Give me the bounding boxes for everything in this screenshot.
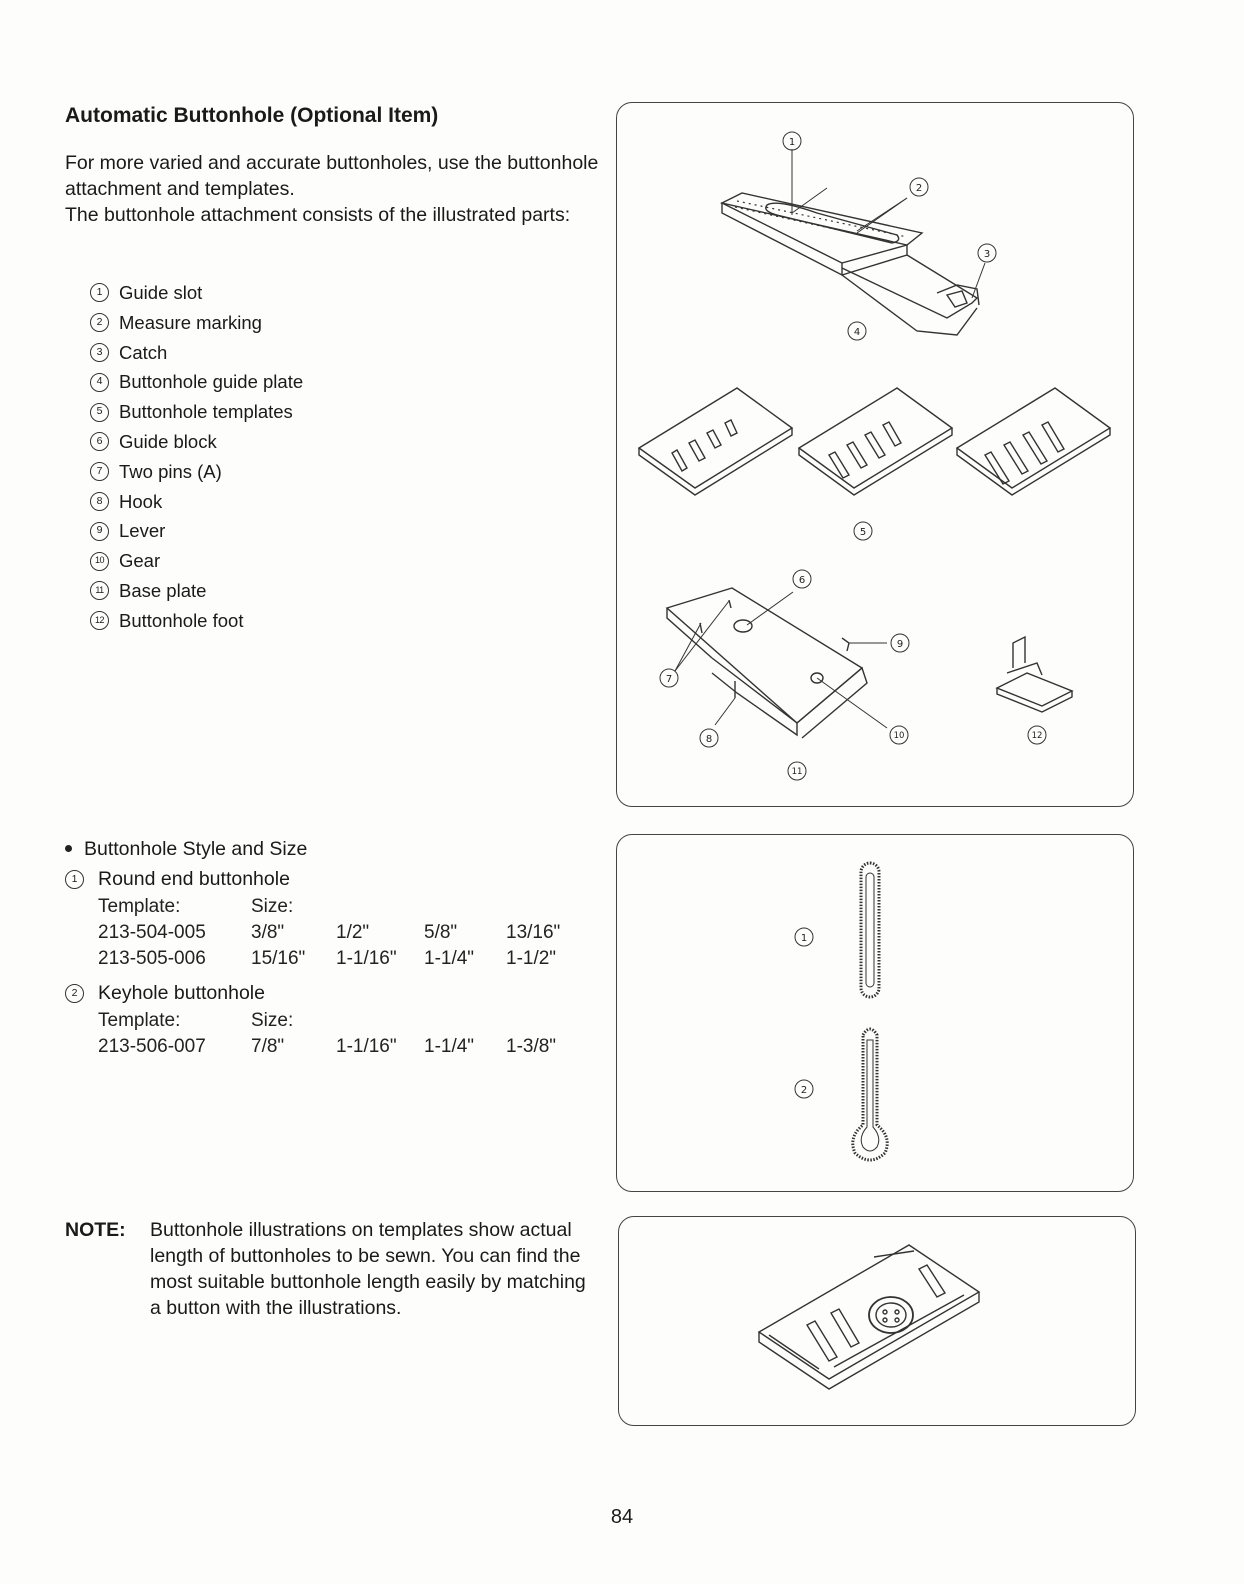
circled-number: 2 bbox=[65, 984, 84, 1003]
list-item bbox=[90, 367, 303, 397]
size-cell: 5/8" bbox=[424, 922, 458, 943]
intro-line-2: The buttonhole attachment consists of the illustrated parts: bbox=[65, 204, 571, 226]
list-item bbox=[90, 278, 303, 308]
parts-drawing bbox=[617, 103, 1133, 806]
label-12: 12 bbox=[1031, 731, 1043, 741]
circled-number: 12 bbox=[90, 611, 109, 630]
circled-number: 7 bbox=[90, 462, 109, 481]
label-4: 4 bbox=[853, 327, 861, 338]
bullet-icon bbox=[65, 845, 72, 852]
part-label: Lever bbox=[119, 520, 166, 542]
size-header: Size: bbox=[251, 896, 294, 917]
circled-number: 3 bbox=[90, 343, 109, 362]
list-item bbox=[90, 546, 303, 576]
table-row bbox=[98, 946, 576, 972]
note bbox=[65, 1217, 625, 1321]
circled-number: 10 bbox=[90, 552, 109, 571]
size-cell: 1-3/8" bbox=[506, 1036, 557, 1057]
part-label: Base plate bbox=[119, 579, 207, 601]
page-title: Automatic Buttonhole (Optional Item) bbox=[65, 104, 439, 127]
intro-text bbox=[65, 150, 605, 228]
circled-number: 5 bbox=[90, 403, 109, 422]
label-11: 11 bbox=[791, 767, 803, 777]
list-item bbox=[90, 338, 303, 368]
size-cell: 3/8" bbox=[251, 922, 285, 943]
keyhole-buttonhole-drawing bbox=[853, 1029, 887, 1160]
table-header-row bbox=[98, 1008, 576, 1034]
label-10: 10 bbox=[893, 731, 905, 741]
template-header: Template: bbox=[98, 896, 181, 917]
template-drawing-3 bbox=[957, 388, 1110, 495]
circled-number: 9 bbox=[90, 522, 109, 541]
part-label: Buttonhole foot bbox=[119, 609, 244, 631]
page-number: 84 bbox=[610, 1506, 634, 1528]
list-item bbox=[90, 308, 303, 338]
circled-number: 1 bbox=[90, 283, 109, 302]
style-size-heading bbox=[65, 834, 605, 864]
size-cell: 1-1/16" bbox=[336, 948, 397, 969]
figure-labels bbox=[795, 928, 813, 1098]
round-end-title: Round end buttonhole bbox=[98, 868, 290, 890]
size-cell: 15/16" bbox=[251, 948, 306, 969]
note-label: NOTE: bbox=[65, 1219, 126, 1241]
template-code: 213-505-006 bbox=[98, 948, 206, 969]
style-size-heading-text: Buttonhole Style and Size bbox=[84, 838, 308, 860]
circled-number: 4 bbox=[90, 373, 109, 392]
list-item bbox=[90, 606, 303, 636]
style-size-section bbox=[65, 834, 605, 1060]
list-item bbox=[90, 576, 303, 606]
size-cell: 1-1/4" bbox=[424, 1036, 475, 1057]
style-label-2: 2 bbox=[800, 1085, 808, 1096]
list-item bbox=[90, 487, 303, 517]
template-code: 213-506-007 bbox=[98, 1036, 206, 1057]
part-label: Measure marking bbox=[119, 311, 262, 333]
guide-plate-drawing bbox=[722, 188, 979, 335]
round-end-table bbox=[98, 894, 576, 972]
size-cell: 1/2" bbox=[336, 922, 370, 943]
template-header: Template: bbox=[98, 1010, 181, 1031]
leader-lines bbox=[675, 149, 985, 728]
label-3: 3 bbox=[983, 249, 991, 260]
buttonhole-foot-drawing bbox=[997, 637, 1072, 712]
label-2: 2 bbox=[915, 183, 923, 194]
part-label: Hook bbox=[119, 490, 163, 512]
template-code: 213-504-005 bbox=[98, 922, 206, 943]
table-row bbox=[98, 1034, 576, 1060]
intro-line-1: For more varied and accurate buttonholes, use the buttonhole attachment and templates. bbox=[65, 152, 599, 200]
part-label: Guide block bbox=[119, 430, 217, 452]
style-label-1: 1 bbox=[800, 933, 808, 944]
label-1: 1 bbox=[788, 137, 796, 148]
size-cell: 1-1/2" bbox=[506, 948, 557, 969]
keyhole-table bbox=[98, 1008, 576, 1060]
label-7: 7 bbox=[665, 674, 673, 685]
part-label: Guide slot bbox=[119, 282, 203, 303]
size-cell: 1-1/16" bbox=[336, 1036, 397, 1057]
size-cell: 7/8" bbox=[251, 1036, 285, 1057]
styles-drawing bbox=[617, 835, 1133, 1191]
template-drawing-2 bbox=[799, 388, 952, 495]
note-text: Buttonhole illustrations on templates show actual length of buttonholes to be sewn. You can find the most suitable buttonhole length easily by matching a button with the illustrations. bbox=[150, 1219, 586, 1319]
parts-list bbox=[90, 278, 303, 636]
circled-number: 11 bbox=[90, 581, 109, 600]
table-header-row bbox=[98, 894, 576, 920]
circled-number: 2 bbox=[90, 313, 109, 332]
list-item bbox=[90, 457, 303, 487]
list-item bbox=[90, 516, 303, 546]
part-label: Two pins (A) bbox=[119, 460, 222, 482]
label-8: 8 bbox=[705, 734, 713, 745]
label-9: 9 bbox=[896, 639, 904, 650]
keyhole-heading bbox=[65, 978, 605, 1008]
part-label: Buttonhole guide plate bbox=[119, 371, 304, 393]
circled-number: 1 bbox=[65, 870, 84, 889]
size-cell: 13/16" bbox=[506, 922, 561, 943]
label-5: 5 bbox=[859, 527, 867, 538]
round-end-buttonhole-drawing bbox=[861, 863, 879, 997]
buttonhole-styles-illustration bbox=[616, 834, 1134, 1192]
list-item bbox=[90, 427, 303, 457]
parts-illustration bbox=[616, 102, 1134, 807]
template-button-drawing bbox=[619, 1217, 1135, 1425]
table-row bbox=[98, 920, 576, 946]
size-header: Size: bbox=[251, 1010, 294, 1031]
template-with-button-illustration bbox=[618, 1216, 1136, 1426]
size-cell: 1-1/4" bbox=[424, 948, 475, 969]
keyhole-title: Keyhole buttonhole bbox=[98, 982, 265, 1004]
part-label: Catch bbox=[119, 341, 168, 363]
circled-number: 6 bbox=[90, 432, 109, 451]
round-end-heading bbox=[65, 864, 605, 894]
part-label: Gear bbox=[119, 550, 161, 572]
circled-number: 8 bbox=[90, 492, 109, 511]
list-item bbox=[90, 397, 303, 427]
part-label: Buttonhole templates bbox=[119, 401, 293, 423]
template-drawing-1 bbox=[639, 388, 792, 495]
label-6: 6 bbox=[798, 575, 806, 586]
